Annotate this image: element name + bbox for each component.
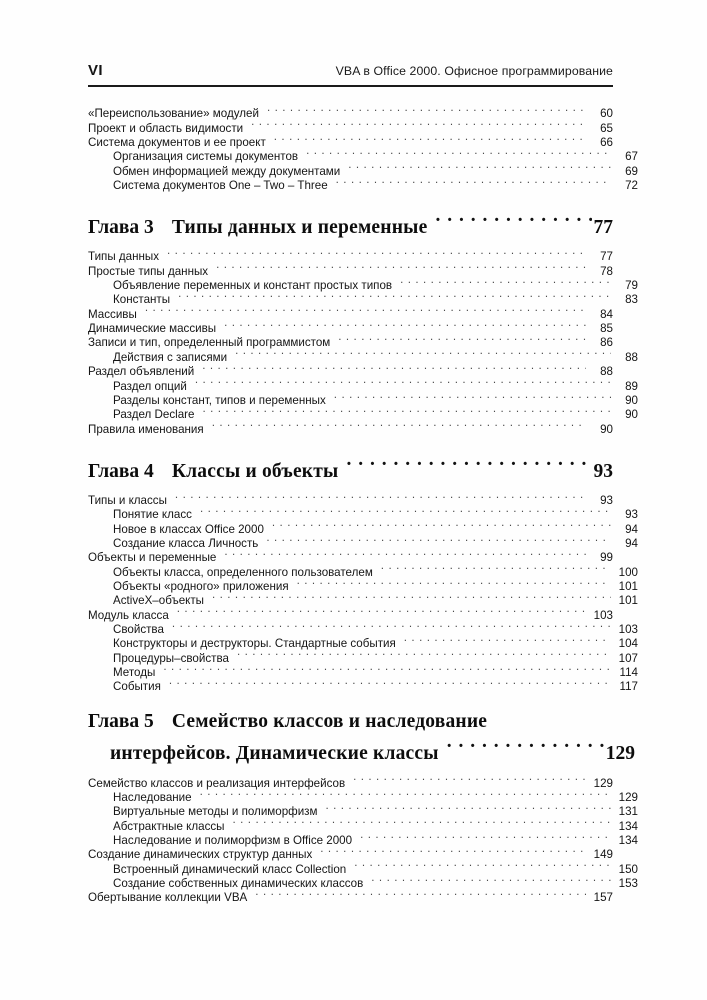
toc-chapter-heading[interactable] bbox=[88, 208, 613, 240]
toc-entry-title: Объекты и переменные bbox=[88, 551, 217, 565]
chapter-heading-line bbox=[88, 208, 613, 240]
toc-entry-title: Обертывание коллекции VBA bbox=[88, 891, 248, 905]
chapter-heading-line bbox=[88, 734, 635, 766]
toc-chapter-heading[interactable] bbox=[88, 452, 613, 484]
toc-entry-title: Записи и тип, определенный программистом bbox=[88, 336, 331, 350]
toc-entry[interactable] bbox=[88, 676, 638, 694]
toc-entry-page-number: 86 bbox=[600, 336, 613, 350]
toc-entry-title: Процедуры–свойства bbox=[113, 651, 229, 665]
toc-entry-page-number: 66 bbox=[600, 136, 613, 150]
toc-entry[interactable] bbox=[88, 533, 638, 550]
toc-entry-page-number: 117 bbox=[619, 680, 638, 694]
toc-entry-page-number: 114 bbox=[619, 666, 638, 679]
toc-entry-title: Система документов и ее проект bbox=[88, 136, 266, 150]
dot-leader bbox=[338, 332, 586, 346]
toc-entry[interactable] bbox=[88, 887, 613, 905]
chapter-page-number: 129 bbox=[605, 743, 635, 765]
toc-entry-title: Организация системы документов bbox=[113, 150, 299, 164]
toc-entry-page-number: 90 bbox=[625, 408, 638, 422]
toc-entry-title: Конструкторы и деструкторы. Стандартные события bbox=[113, 637, 396, 651]
dot-leader bbox=[255, 887, 586, 901]
toc-entry[interactable] bbox=[88, 647, 638, 665]
toc-entry-page-number: 129 bbox=[593, 776, 613, 790]
toc-entry-page-number: 104 bbox=[618, 637, 638, 651]
toc-entry[interactable] bbox=[88, 160, 638, 178]
toc-entry-page-number: 89 bbox=[625, 379, 638, 393]
dot-leader bbox=[251, 117, 586, 131]
toc-entry-page-number: 88 bbox=[625, 350, 638, 364]
toc-entry[interactable] bbox=[88, 346, 638, 364]
toc-entry-title: Наследование и полиморфизм в Office 2000 bbox=[113, 834, 353, 848]
toc-entry-page-number: 85 bbox=[600, 322, 613, 336]
chapter-page-number: 77 bbox=[593, 217, 613, 239]
toc-entry[interactable] bbox=[88, 504, 638, 522]
dot-leader bbox=[195, 375, 611, 389]
toc-entry-page-number: 93 bbox=[625, 508, 638, 522]
dot-leader bbox=[325, 801, 611, 815]
toc-entry-title: Правила именования bbox=[88, 422, 204, 436]
chapter-label: Глава 3 bbox=[88, 217, 154, 239]
toc-entry-page-number: 93 bbox=[600, 493, 613, 507]
dot-leader bbox=[235, 346, 611, 360]
chapter-title: Классы и объекты bbox=[171, 460, 339, 482]
running-head bbox=[88, 62, 613, 86]
dot-leader bbox=[212, 418, 586, 432]
dot-leader bbox=[346, 452, 591, 477]
dot-leader bbox=[175, 490, 586, 504]
toc-entry[interactable] bbox=[88, 604, 613, 622]
toc-entry[interactable] bbox=[88, 547, 613, 565]
toc-entry-title: Обмен информацией между документами bbox=[113, 164, 341, 178]
toc-entry[interactable] bbox=[88, 490, 613, 507]
toc-entry[interactable] bbox=[88, 844, 613, 862]
toc-entry-page-number: 77 bbox=[600, 250, 613, 264]
toc-entry[interactable] bbox=[88, 590, 638, 608]
toc-entry[interactable] bbox=[88, 332, 613, 350]
toc-entry-page-number: 107 bbox=[618, 651, 638, 665]
chapter-label: Глава 5 bbox=[88, 711, 154, 733]
toc-entry[interactable] bbox=[88, 275, 638, 293]
dot-leader bbox=[381, 561, 611, 575]
dot-leader bbox=[297, 576, 611, 590]
dot-leader bbox=[169, 676, 611, 690]
dot-leader bbox=[404, 633, 611, 647]
toc-entry-page-number: 72 bbox=[625, 179, 638, 193]
toc-entry-title: Наследование bbox=[113, 791, 192, 805]
toc-entry-page-number: 60 bbox=[600, 107, 613, 121]
toc-entry-page-number: 94 bbox=[625, 536, 638, 550]
dot-leader bbox=[178, 289, 611, 303]
toc-entry-page-number: 100 bbox=[618, 565, 638, 579]
dot-leader bbox=[224, 318, 586, 332]
toc-entry[interactable] bbox=[88, 576, 638, 593]
toc-entry-title: Динамические массивы bbox=[88, 322, 217, 336]
dot-leader bbox=[202, 361, 586, 375]
dot-leader bbox=[163, 662, 611, 676]
toc-entry[interactable] bbox=[88, 815, 638, 833]
dot-leader bbox=[237, 647, 611, 661]
running-head-title: VBA в Office 2000. Офисное программирование bbox=[335, 64, 613, 78]
toc-entry-page-number: 88 bbox=[600, 365, 613, 379]
toc-entry-title: Создание класса Личность bbox=[113, 536, 259, 550]
dot-leader bbox=[371, 873, 611, 887]
toc-entry-page-number: 67 bbox=[625, 150, 638, 164]
dot-leader bbox=[400, 275, 611, 289]
toc-entry[interactable] bbox=[88, 375, 638, 393]
toc-entry-title: Система документов One – Two – Three bbox=[113, 179, 328, 193]
toc-entry-page-number: 134 bbox=[618, 834, 638, 848]
chapter-title: Семейство классов и наследование bbox=[171, 711, 488, 733]
toc-entry[interactable] bbox=[88, 390, 638, 407]
toc-entry[interactable] bbox=[88, 662, 638, 679]
toc-entry[interactable] bbox=[88, 361, 613, 379]
dot-leader bbox=[353, 772, 586, 786]
toc-entry-title: Создание динамических структур данных bbox=[88, 848, 313, 862]
toc-entry-title: Типы и классы bbox=[88, 493, 167, 507]
toc-entry-page-number: 78 bbox=[600, 264, 613, 278]
toc-entry[interactable] bbox=[88, 633, 638, 651]
toc-entry-title: События bbox=[113, 680, 161, 694]
toc-entry-title: Разделы констант, типов и переменных bbox=[113, 393, 326, 407]
chapter-heading-line bbox=[88, 452, 613, 484]
dot-leader bbox=[177, 604, 586, 618]
toc-entry-page-number: 131 bbox=[618, 805, 638, 819]
toc-entry-title: Новое в классах Office 2000 bbox=[113, 522, 264, 536]
toc-entry-title: Действия с записями bbox=[113, 350, 228, 364]
toc-entry[interactable] bbox=[88, 318, 613, 336]
toc-entry[interactable] bbox=[88, 418, 613, 436]
chapter-title: интерфейсов. Динамические классы bbox=[110, 743, 439, 765]
toc-entry-title: Свойства bbox=[113, 622, 164, 636]
toc-entry-title: Понятие класс bbox=[113, 508, 192, 522]
toc-entry-title: Создание собственных динамических классов bbox=[113, 877, 364, 891]
toc-entry-title: ActiveX–объекты bbox=[113, 594, 204, 608]
toc-entry-page-number: 149 bbox=[593, 848, 613, 862]
spacer bbox=[88, 690, 613, 709]
dot-leader bbox=[212, 590, 611, 604]
toc-entry[interactable] bbox=[88, 830, 638, 848]
toc-entry-title: Абстрактные классы bbox=[113, 819, 225, 833]
toc-entry[interactable] bbox=[88, 132, 613, 150]
toc-entry-title: Модуль класса bbox=[88, 608, 169, 622]
header-divider-rule bbox=[88, 85, 613, 87]
toc-entry-title: Константы bbox=[113, 293, 171, 307]
toc-entry-page-number: 103 bbox=[618, 622, 638, 636]
toc-entry[interactable] bbox=[88, 404, 638, 422]
chapter-heading-line bbox=[88, 709, 613, 734]
toc-entry-page-number: 84 bbox=[600, 307, 613, 321]
toc-entry-title: Встроенный динамический класс Collection bbox=[113, 862, 347, 876]
toc-entry-page-number: 134 bbox=[618, 819, 638, 833]
dot-leader bbox=[320, 844, 586, 858]
dot-leader bbox=[167, 246, 586, 260]
dot-leader bbox=[267, 103, 586, 117]
toc-entry-page-number: 157 bbox=[593, 891, 613, 905]
dot-leader bbox=[203, 404, 612, 418]
toc-entry-page-number: 101 bbox=[618, 579, 638, 593]
dot-leader bbox=[274, 132, 586, 146]
toc-entry-title: Объекты «родного» приложения bbox=[113, 579, 289, 593]
toc-entry[interactable] bbox=[88, 858, 638, 876]
dot-leader bbox=[354, 858, 611, 872]
toc-entry-page-number: 150 bbox=[618, 862, 638, 876]
toc-entry-page-number: 99 bbox=[600, 551, 613, 565]
toc-entry[interactable] bbox=[88, 873, 638, 891]
toc-entry[interactable] bbox=[88, 561, 638, 579]
table-of-contents bbox=[88, 103, 638, 905]
toc-entry-page-number: 90 bbox=[625, 393, 638, 407]
dot-leader bbox=[360, 830, 611, 844]
dot-leader bbox=[233, 815, 611, 829]
toc-entry-title: Массивы bbox=[88, 307, 137, 321]
chapter-page-number: 93 bbox=[593, 460, 613, 482]
toc-entry[interactable] bbox=[88, 518, 638, 536]
dot-leader bbox=[266, 533, 611, 547]
dot-leader bbox=[200, 787, 611, 801]
toc-entry-title: Семейство классов и реализация интерфейсов bbox=[88, 776, 346, 790]
dot-leader bbox=[145, 303, 586, 317]
toc-entry-page-number: 129 bbox=[618, 791, 638, 805]
toc-entry[interactable] bbox=[88, 303, 613, 321]
dot-leader bbox=[200, 504, 611, 518]
toc-entry-page-number: 153 bbox=[618, 877, 638, 891]
chapter-label: Глава 4 bbox=[88, 460, 154, 482]
dot-leader bbox=[224, 547, 586, 561]
toc-entry[interactable] bbox=[88, 103, 613, 121]
toc-entry-title: Объекты класса, определенного пользователем bbox=[113, 565, 373, 579]
toc-entry[interactable] bbox=[88, 787, 638, 805]
toc-entry-title: Простые типы данных bbox=[88, 264, 209, 278]
toc-entry[interactable] bbox=[88, 619, 638, 636]
toc-entry[interactable] bbox=[88, 246, 613, 264]
toc-entry-title: Раздел опций bbox=[113, 379, 187, 393]
toc-entry-page-number: 101 bbox=[618, 594, 638, 608]
toc-entry-title: Раздел объявлений bbox=[88, 365, 195, 379]
dot-leader bbox=[435, 208, 591, 233]
toc-entry-title: Методы bbox=[113, 666, 156, 679]
toc-entry-page-number: 103 bbox=[593, 608, 613, 622]
toc-entry-title: Проект и область видимости bbox=[88, 121, 244, 135]
toc-entry-title: «Переиспользование» модулей bbox=[88, 107, 259, 121]
toc-entry[interactable] bbox=[88, 289, 638, 307]
dot-leader bbox=[336, 175, 611, 189]
toc-entry-page-number: 94 bbox=[625, 522, 638, 536]
toc-entry[interactable] bbox=[88, 772, 613, 790]
chapter-title: Типы данных и переменные bbox=[171, 217, 428, 239]
page-folio: VI bbox=[88, 62, 103, 79]
toc-entry[interactable] bbox=[88, 146, 638, 164]
toc-entry[interactable] bbox=[88, 260, 613, 278]
toc-entry[interactable] bbox=[88, 175, 638, 193]
toc-entry-title: Виртуальные методы и полиморфизм bbox=[113, 805, 318, 819]
toc-entry-title: Объявление переменных и констант простых типов bbox=[113, 279, 393, 293]
toc-entry-page-number: 69 bbox=[625, 164, 638, 178]
dot-leader bbox=[216, 260, 586, 274]
toc-entry-page-number: 83 bbox=[625, 293, 638, 307]
toc-entry[interactable] bbox=[88, 801, 638, 819]
toc-entry-page-number: 90 bbox=[600, 422, 613, 436]
toc-entry-page-number: 65 bbox=[600, 121, 613, 135]
toc-chapter-heading[interactable] bbox=[88, 709, 635, 766]
toc-entry-title: Раздел Declare bbox=[113, 408, 195, 422]
dot-leader bbox=[334, 390, 611, 404]
dot-leader bbox=[272, 518, 611, 532]
dot-leader bbox=[306, 146, 611, 160]
dot-leader bbox=[447, 734, 604, 759]
toc-entry-page-number: 79 bbox=[625, 279, 638, 293]
toc-entry[interactable] bbox=[88, 117, 613, 135]
dot-leader bbox=[172, 619, 611, 633]
dot-leader bbox=[348, 160, 611, 174]
toc-entry-title: Типы данных bbox=[88, 250, 160, 264]
